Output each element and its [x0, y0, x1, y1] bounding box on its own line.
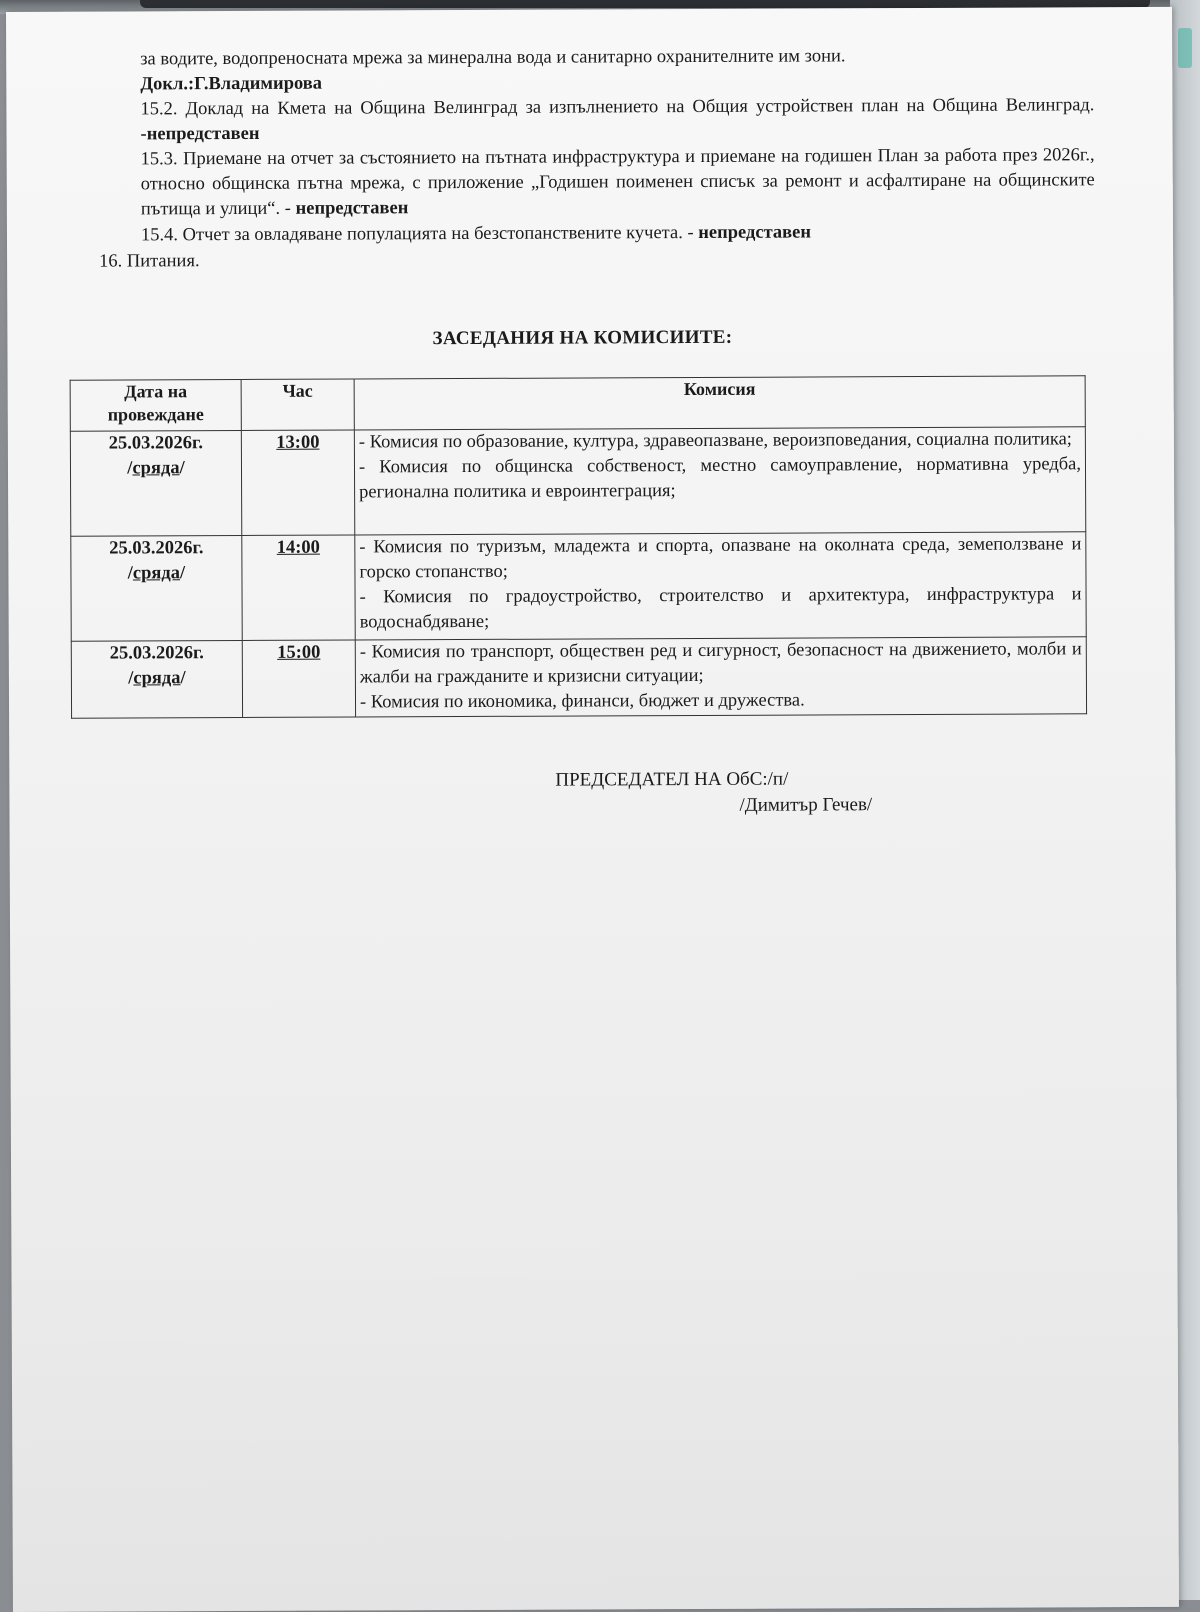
- committee-entry: - Комисия по образование, култура, здравеопазване, вероизповедания, социална политика;: [358, 429, 1072, 453]
- row-date-cell: 25.03.2026г. /сряда/: [71, 640, 242, 718]
- header-date: Дата на провеждане: [70, 379, 241, 431]
- agenda-item-15-2-status: -непредставен: [140, 123, 260, 145]
- table-row: [70, 427, 1085, 536]
- committee-entry: - Комисия по транспорт, обществен ред и сигурност, безопасност на движението, молби и жалби на гражданите и кризисни ситуации;: [359, 639, 1082, 688]
- agenda-item-15-2: [140, 93, 1094, 147]
- row-day: сряда: [132, 458, 180, 479]
- signature-title: ПРЕДСЕДАТЕЛ НА ОбС:/п/: [555, 768, 789, 791]
- committee-schedule-table: [70, 375, 1087, 718]
- agenda-item-15-4-status: непредставен: [698, 222, 812, 243]
- header-committee: Комисия: [354, 376, 1085, 430]
- row-committees: [355, 532, 1086, 640]
- row-time: 13:00: [241, 430, 354, 535]
- committee-entry: - Комисия по общинска собственост, местно самоуправление, нормативна уредба, регионална политика и евроинтеграция;: [358, 454, 1082, 503]
- agenda-item-16-text: 16. Питания.: [99, 251, 200, 272]
- table-row: [71, 637, 1086, 718]
- agenda-item-15-1: [140, 43, 1094, 97]
- row-day: сряда: [132, 563, 181, 584]
- document-page: [6, 7, 1179, 1612]
- row-date: 25.03.2026г.: [108, 433, 204, 454]
- committee-entry: - Комисия по икономика, финанси, бюджет и дружества.: [359, 690, 805, 713]
- row-time: 14:00: [242, 535, 355, 640]
- colored-object-edge: [1178, 28, 1192, 68]
- agenda-item-15-3-text: 15.3. Приемане на отчет за състоянието на пътната инфраструктура и приемане на годишен План за работа през 2026г., относно общинска пътна мрежа, с приложение „Годишен поименен списък за ремонт и асфалтиране на общинските пътища и улици“. -: [140, 145, 1095, 220]
- committee-entry: - Комисия по туризъм, младежта и спорта, опазване на околната среда, земеползване и горско стопанство;: [359, 534, 1082, 583]
- signature-name: /Димитър Гечев/: [739, 794, 873, 816]
- committee-entry: - Комисия по градоустройство, строителство и архитектура, инфраструктура и водоснабдяване;: [359, 584, 1082, 633]
- row-time: 15:00: [242, 640, 355, 717]
- agenda-item-15-1-tail: за водите, водопреносната мрежа за минерална вода и санитарно охранителните им зони.: [140, 46, 846, 70]
- agenda-item-15-4: [141, 219, 1095, 248]
- table-header-row: [70, 376, 1085, 431]
- header-time: Час: [241, 379, 354, 430]
- agenda-item-15-3-status: непредставен: [295, 198, 409, 219]
- row-date-cell: 25.03.2026г. /сряда/: [71, 535, 242, 641]
- agenda-item-15-4-text: 15.4. Отчет за овладяване популацията на безстопанствените кучета. -: [140, 223, 694, 246]
- row-date: 25.03.2026г.: [109, 643, 204, 664]
- agenda-item-15-2-text: 15.2. Доклад на Кмета на Община Велинград за изпълнението на Общия устройствен план на Община Велинград.: [140, 95, 1095, 120]
- agenda-item-15-1-reporter: Докл.:Г.Владимирова: [140, 73, 323, 95]
- row-date-cell: 25.03.2026г. /сряда/: [70, 430, 241, 536]
- row-committees: [355, 637, 1086, 717]
- agenda-item-15-3: [141, 143, 1095, 222]
- committees-heading: ЗАСЕДАНИЯ НА КОМИСИИТЕ:: [432, 326, 733, 350]
- agenda-item-16: [99, 247, 699, 275]
- table-row: [71, 532, 1086, 641]
- row-day: сряда: [133, 668, 181, 689]
- row-date: 25.03.2026г.: [109, 538, 204, 559]
- row-committees: [354, 427, 1085, 535]
